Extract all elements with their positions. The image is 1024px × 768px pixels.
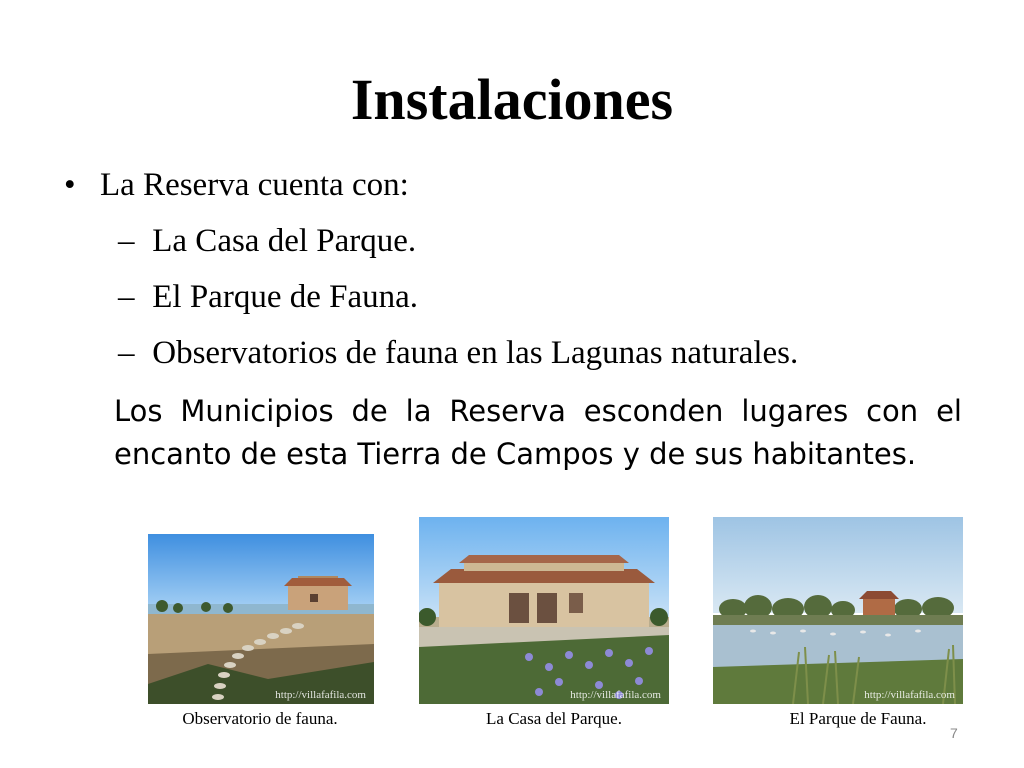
- photo-observatorio: [148, 534, 374, 704]
- sub-item-text: La Casa del Parque.: [152, 223, 417, 259]
- photo-caption: La Casa del Parque.: [486, 709, 622, 728]
- photo-caption: Observatorio de fauna.: [182, 709, 338, 728]
- photo-caption: El Parque de Fauna.: [789, 709, 927, 728]
- photo-watermark: http://villafafila.com: [275, 689, 366, 701]
- sub-item-text: Observatorios de fauna en las Lagunas naturales.: [152, 335, 799, 371]
- photo-parque-de-fauna: [713, 517, 963, 704]
- bullet-marker: •: [64, 167, 76, 203]
- slide-number: 7: [950, 725, 958, 741]
- dash-marker: –: [118, 223, 135, 259]
- photo-watermark: http://villafafila.com: [570, 689, 661, 701]
- page-title: Instalaciones: [350, 67, 674, 132]
- sub-item: [118, 220, 416, 262]
- sub-item: [118, 276, 418, 318]
- body-paragraph: Los Municipios de la Reserva esconden lugares con el encanto de esta Tierra de Campos y de sus habitantes.: [114, 394, 962, 471]
- sub-item: [118, 332, 798, 374]
- photo-watermark: http://villafafila.com: [864, 689, 955, 701]
- bullet-text: La Reserva cuenta con:: [100, 167, 409, 203]
- dash-marker: –: [118, 279, 135, 315]
- sub-item-text: El Parque de Fauna.: [152, 279, 419, 315]
- dash-marker: –: [118, 335, 135, 371]
- photo-casa-del-parque: [419, 517, 669, 704]
